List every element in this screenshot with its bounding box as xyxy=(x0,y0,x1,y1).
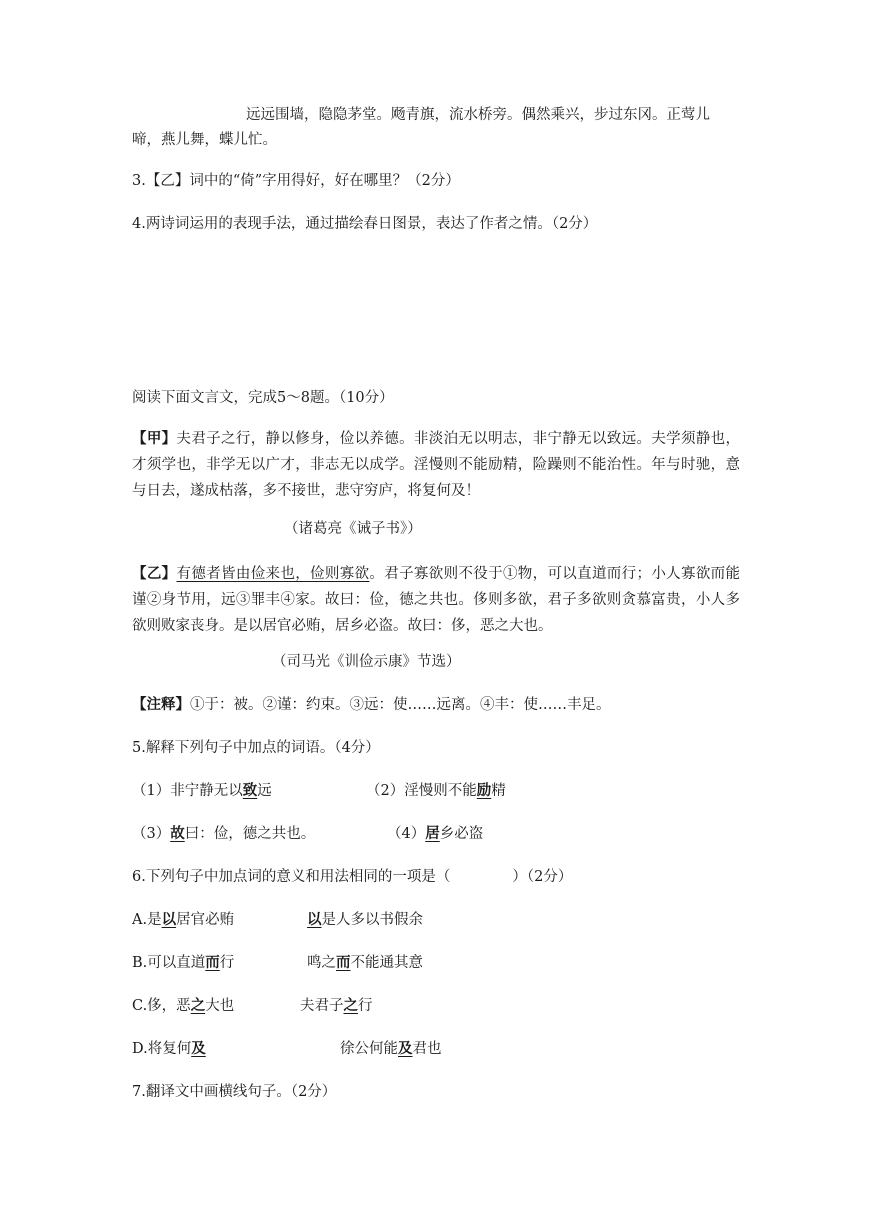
q6-b-right-pre: 鸣之 xyxy=(307,955,336,971)
q6-c-left-post: 大也 xyxy=(205,998,235,1014)
q6-b-right-post: 不能通其意 xyxy=(350,955,423,971)
q6-c-left-pre: C.侈，恶 xyxy=(132,998,191,1014)
question-5-title: 5.解释下列句子中加点的词语。（4分） xyxy=(132,740,380,756)
q6-option-d xyxy=(132,1039,206,1059)
q6-b-left-pre: B.可以直道 xyxy=(132,955,206,971)
question-6-title xyxy=(132,867,572,887)
q6-d-left-pre: D.将复何 xyxy=(132,1041,192,1057)
q6-c-right-key: 之 xyxy=(343,997,358,1014)
passage-yi-tag: 【乙】 xyxy=(132,565,177,582)
reading-intro: 阅读下面文言文，完成5～8题。（10分） xyxy=(132,390,394,406)
q5-item-4 xyxy=(387,824,483,844)
q6-b-right-key: 而 xyxy=(336,954,351,971)
underlined-sentence: 有德者皆由俭来也，俭则寡欲 xyxy=(176,566,370,582)
q5-item-1-pre: （1）非宁静无以 xyxy=(132,783,243,799)
q5-item-2-post: 精 xyxy=(491,783,506,799)
q6-a-left-pre: A.是 xyxy=(132,912,162,928)
q5-item-2-key: 励 xyxy=(476,782,492,799)
poem-line-2: 啼，燕儿舞，蝶儿忙。 xyxy=(132,132,277,148)
passage-yi-text: 。君子寡欲则不役于①物，可以直道而行；小人寡欲而能谨②身节用，远③罪丰④家。故曰：俭，德之共也。侈则多欲，君子多欲则贪慕富贵，小人多欲则败家丧身。是以居官必贿，居乡必盗。故曰：侈，恶之大也。 xyxy=(132,566,741,634)
passage-yi xyxy=(132,561,740,639)
question-4: 4.两诗词运用的表现手法，通过描绘春日图景，表达了作者之情。（2分） xyxy=(132,216,598,232)
q5-item-1 xyxy=(132,781,272,801)
passage-jia-tag: 【甲】 xyxy=(132,430,177,447)
q6-title-post: ）（2分） xyxy=(512,869,573,885)
q6-a-left-post: 居官必贿 xyxy=(176,912,235,928)
q6-option-c-right xyxy=(300,996,373,1016)
q5-item-4-pre: （4） xyxy=(387,826,426,842)
q6-b-left-key: 而 xyxy=(205,954,220,971)
q6-c-right-pre: 夫君子 xyxy=(300,998,344,1014)
q5-item-1-key: 致 xyxy=(242,782,258,799)
poem-line-1: 远远围墙，隐隐茅堂。飏青旗，流水桥旁。偶然乘兴，步过东冈。正莺儿 xyxy=(246,107,710,123)
q5-item-3-key: 故 xyxy=(170,825,185,842)
q6-option-b xyxy=(132,953,234,973)
q6-option-d-right xyxy=(340,1039,442,1059)
q6-d-right-post: 君也 xyxy=(412,1041,442,1057)
q5-item-3 xyxy=(132,824,315,844)
q5-item-2-pre: （2）淫慢则不能 xyxy=(366,783,477,799)
passage-jia xyxy=(132,426,740,504)
notes-text: ①于：被。②谨：约束。③远：使……远离。④丰：使……丰足。 xyxy=(190,697,611,713)
passage-jia-source: （诸葛亮《诫子书》） xyxy=(284,521,422,537)
q6-option-b-right xyxy=(307,953,423,973)
q6-c-left-key: 之 xyxy=(190,997,206,1014)
q6-d-left-key: 及 xyxy=(191,1040,206,1057)
q6-d-right-key: 及 xyxy=(398,1040,413,1057)
q6-b-left-post: 行 xyxy=(219,955,235,971)
passage-jia-text: 夫君子之行，静以修身，俭以养德。非淡泊无以明志，非宁静无以致远。夫学须静也，才须学也，非学无以广才，非志无以成学。淫慢则不能励精，险躁则不能治性。年与时驰，意与日去，遂成枯落，多不接世，悲守穷庐，将复何及！ xyxy=(132,431,740,499)
q6-a-left-key: 以 xyxy=(161,911,177,928)
question-7: 7.翻译文中画横线句子。（2分） xyxy=(132,1084,337,1100)
q5-item-2 xyxy=(366,781,506,801)
q6-option-c xyxy=(132,996,234,1016)
q6-d-right-pre: 徐公何能 xyxy=(340,1041,398,1057)
q5-item-3-pre: （3） xyxy=(132,826,171,842)
q5-item-4-key: 居 xyxy=(425,825,440,842)
passage-yi-source: （司马光《训俭示康》节选） xyxy=(272,654,461,670)
q6-c-right-post: 行 xyxy=(358,998,373,1014)
q5-item-3-post: 曰：俭，德之共也。 xyxy=(184,826,316,842)
q6-a-right-key: 以 xyxy=(307,911,322,928)
q6-title-pre: 6.下列句子中加点词的意义和用法相同的一项是（ xyxy=(132,869,451,885)
notes xyxy=(132,695,611,715)
q5-item-4-post: 乡必盗 xyxy=(439,826,484,842)
q5-item-1-post: 远 xyxy=(257,783,272,799)
q6-option-a xyxy=(132,910,234,930)
q6-option-a-right xyxy=(307,910,423,930)
notes-tag: 【注释】 xyxy=(132,696,190,713)
question-3: 3.【乙】词中的“倚”字用得好，好在哪里？（2分） xyxy=(132,173,460,189)
q6-a-right-post: 是人多以书假余 xyxy=(321,912,423,928)
